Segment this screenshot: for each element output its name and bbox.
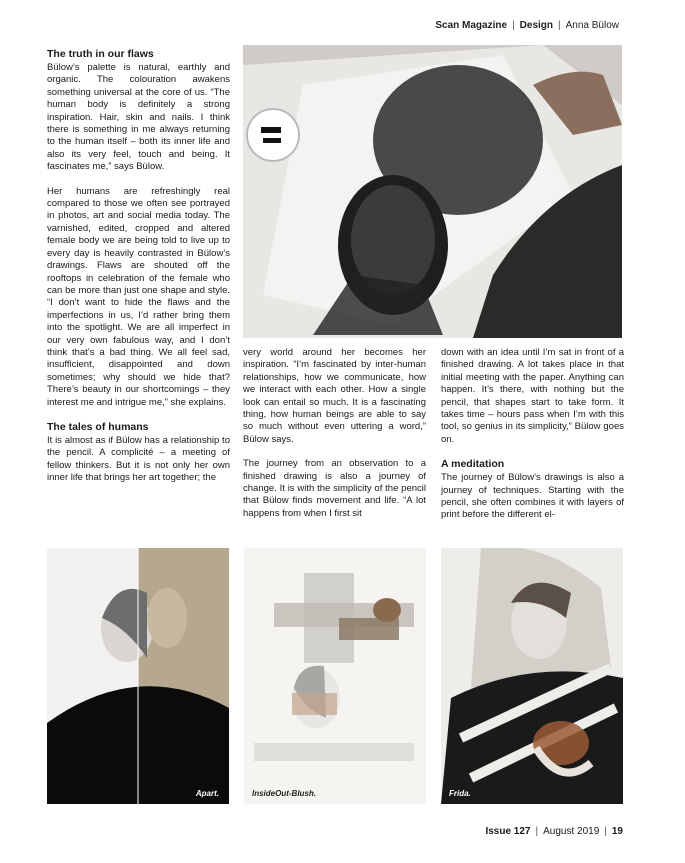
paragraph: down with an idea until I’m sat in front of a finished drawing. A lot takes place in that initial meeting with the paper. Anything can happen. It’s there, with nothing but the pencil, that shapes start to take form. It takes time – hours pass when I’m with this tool, so genius in its simplicity,” Bülow goes on. <box>441 347 624 445</box>
heading-truth-in-flaws: The truth in our flaws <box>47 48 154 60</box>
paragraph: very world around her becomes her inspiration. “I’m fascinated by inter-human relationships, how we communicate, how we interact with each other. How a single look can entail so much. It is a fascinating thing, how human beings are able to say so much without even uttering a word,” Bülow says. <box>243 347 426 445</box>
page-number: 19 <box>611 826 623 837</box>
artwork-caption: Apart. <box>195 789 219 798</box>
artwork-apart <box>47 548 229 804</box>
paragraph: Bülow’s palette is natural, earthly and organic. The colouration awakens something universal at the core of us. “The human body is definitely a strong inspiration. Hair, skin and nails. I think there is something in me always returning to the human itself – both its inner life and also its very feel, touch and being. It fascinates me,” says Bülow. <box>47 62 230 173</box>
footer-separator: | <box>535 826 539 837</box>
footer-separator: | <box>604 826 607 837</box>
author-name: Anna Bülow <box>565 20 619 31</box>
article-column-2 <box>243 347 426 532</box>
paragraph: The journey of Bülow’s drawings is also a journey of techniques. Starting with the pencil, she often combines it with layers of print before the different el- <box>441 472 624 521</box>
page-header <box>435 20 619 31</box>
artwork-caption: InsideOut-Blush. <box>252 789 316 798</box>
header-separator: | <box>512 20 515 31</box>
issue-date: August 2019 <box>543 826 600 837</box>
artwork-caption: Frida. <box>449 789 471 798</box>
article-column-3 <box>441 347 624 534</box>
hero-photo-artist-drawing <box>243 45 622 338</box>
paragraph: It is almost as if Bülow has a relationship to the pencil. A complicité – a meeting of fellow thinkers. But it is not only her own inner life that brings her art together; the <box>47 434 230 484</box>
page-footer <box>485 826 623 837</box>
paragraph: Her humans are refreshingly real compared to those we often see portrayed in photos, art and social media today. The varnished, edited, cropped and altered female body we are being told to live up to every day is heavily contrasted in Bülow’s drawings. Flaws are shouted off the rooftops in celebration of the female who can be more than just one shape and style. “I don’t want to hide the flaws and the imperfections in us, I’d rather bring them into the spotlight. We are all imperfect in our very own fabulous way, and I don’t think that’s a bad thing. We all feel sad, insufficient, disappointed and down sometimes; why should we hide that? There’s beauty in our shortcomings – they interest me and intrigue me,” she explains. <box>47 185 230 408</box>
article-column-1 <box>47 48 230 497</box>
magazine-name: Scan Magazine <box>435 20 508 31</box>
artwork-insideout-blush <box>244 548 426 804</box>
section-name: Design <box>519 20 554 31</box>
heading-tales-of-humans: The tales of humans <box>47 420 149 433</box>
artwork-frida <box>441 548 623 804</box>
issue-number: Issue 127 <box>485 826 531 837</box>
paragraph: The journey from an observation to a finished drawing is also a journey of change. It is with the simplicity of the pencil that Bülow finds movement and life. “A lot happens from when I first sit <box>243 458 426 519</box>
header-separator: | <box>558 20 561 31</box>
heading-a-meditation: A meditation <box>441 458 505 471</box>
